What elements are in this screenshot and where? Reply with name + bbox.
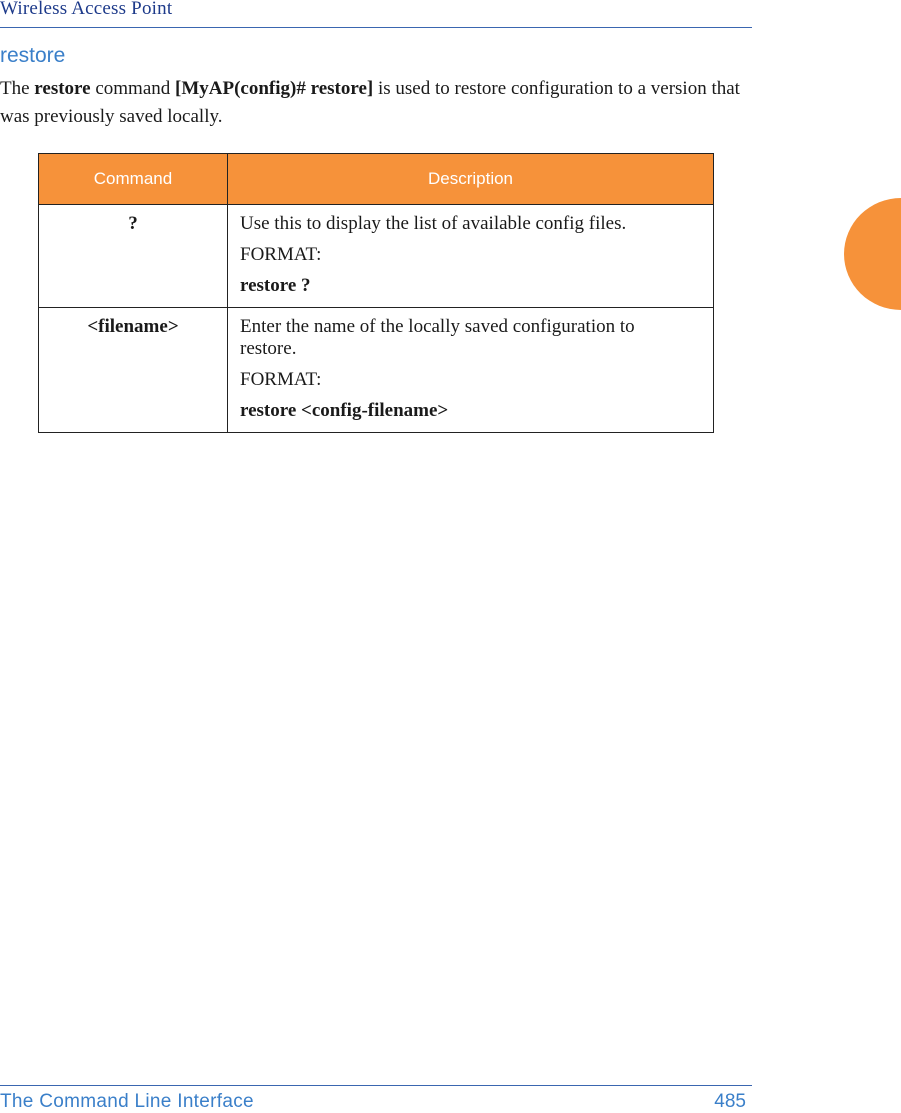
format-value: restore ?	[240, 275, 311, 296]
intro-lead: The	[0, 78, 35, 99]
header-rule	[0, 27, 752, 28]
format-label: FORMAT:	[240, 244, 322, 265]
intro-mid: command	[90, 78, 176, 99]
intro-command-syntax: [MyAP(config)# restore]	[175, 78, 374, 99]
format-value: restore <config-filename>	[240, 400, 449, 421]
column-header-description: Description	[228, 154, 714, 205]
description-text: Use this to display the list of available config files.	[240, 213, 627, 234]
command-table	[38, 153, 714, 433]
footer-chapter-title: The Command Line Interface	[0, 1091, 254, 1112]
table-row	[39, 205, 714, 308]
intro-tail: is used to restore configuration to a version that was previously saved locally.	[0, 78, 740, 127]
intro-paragraph	[0, 75, 752, 131]
section-title: restore	[0, 44, 66, 67]
chapter-thumb-tab	[844, 198, 901, 310]
description-text: Enter the name of the locally saved configuration to restore.	[240, 316, 635, 359]
page-number: 485	[714, 1091, 746, 1112]
footer-rule	[0, 1085, 752, 1086]
table-row	[39, 308, 714, 433]
command-cell: ?	[39, 205, 228, 308]
description-cell	[228, 205, 714, 308]
running-head: Wireless Access Point	[0, 0, 173, 19]
format-label: FORMAT:	[240, 369, 322, 390]
description-cell	[228, 308, 714, 433]
intro-command-name: restore	[34, 78, 91, 99]
column-header-command: Command	[39, 154, 228, 205]
command-cell: <filename>	[39, 308, 228, 433]
table-header-row	[39, 154, 714, 205]
